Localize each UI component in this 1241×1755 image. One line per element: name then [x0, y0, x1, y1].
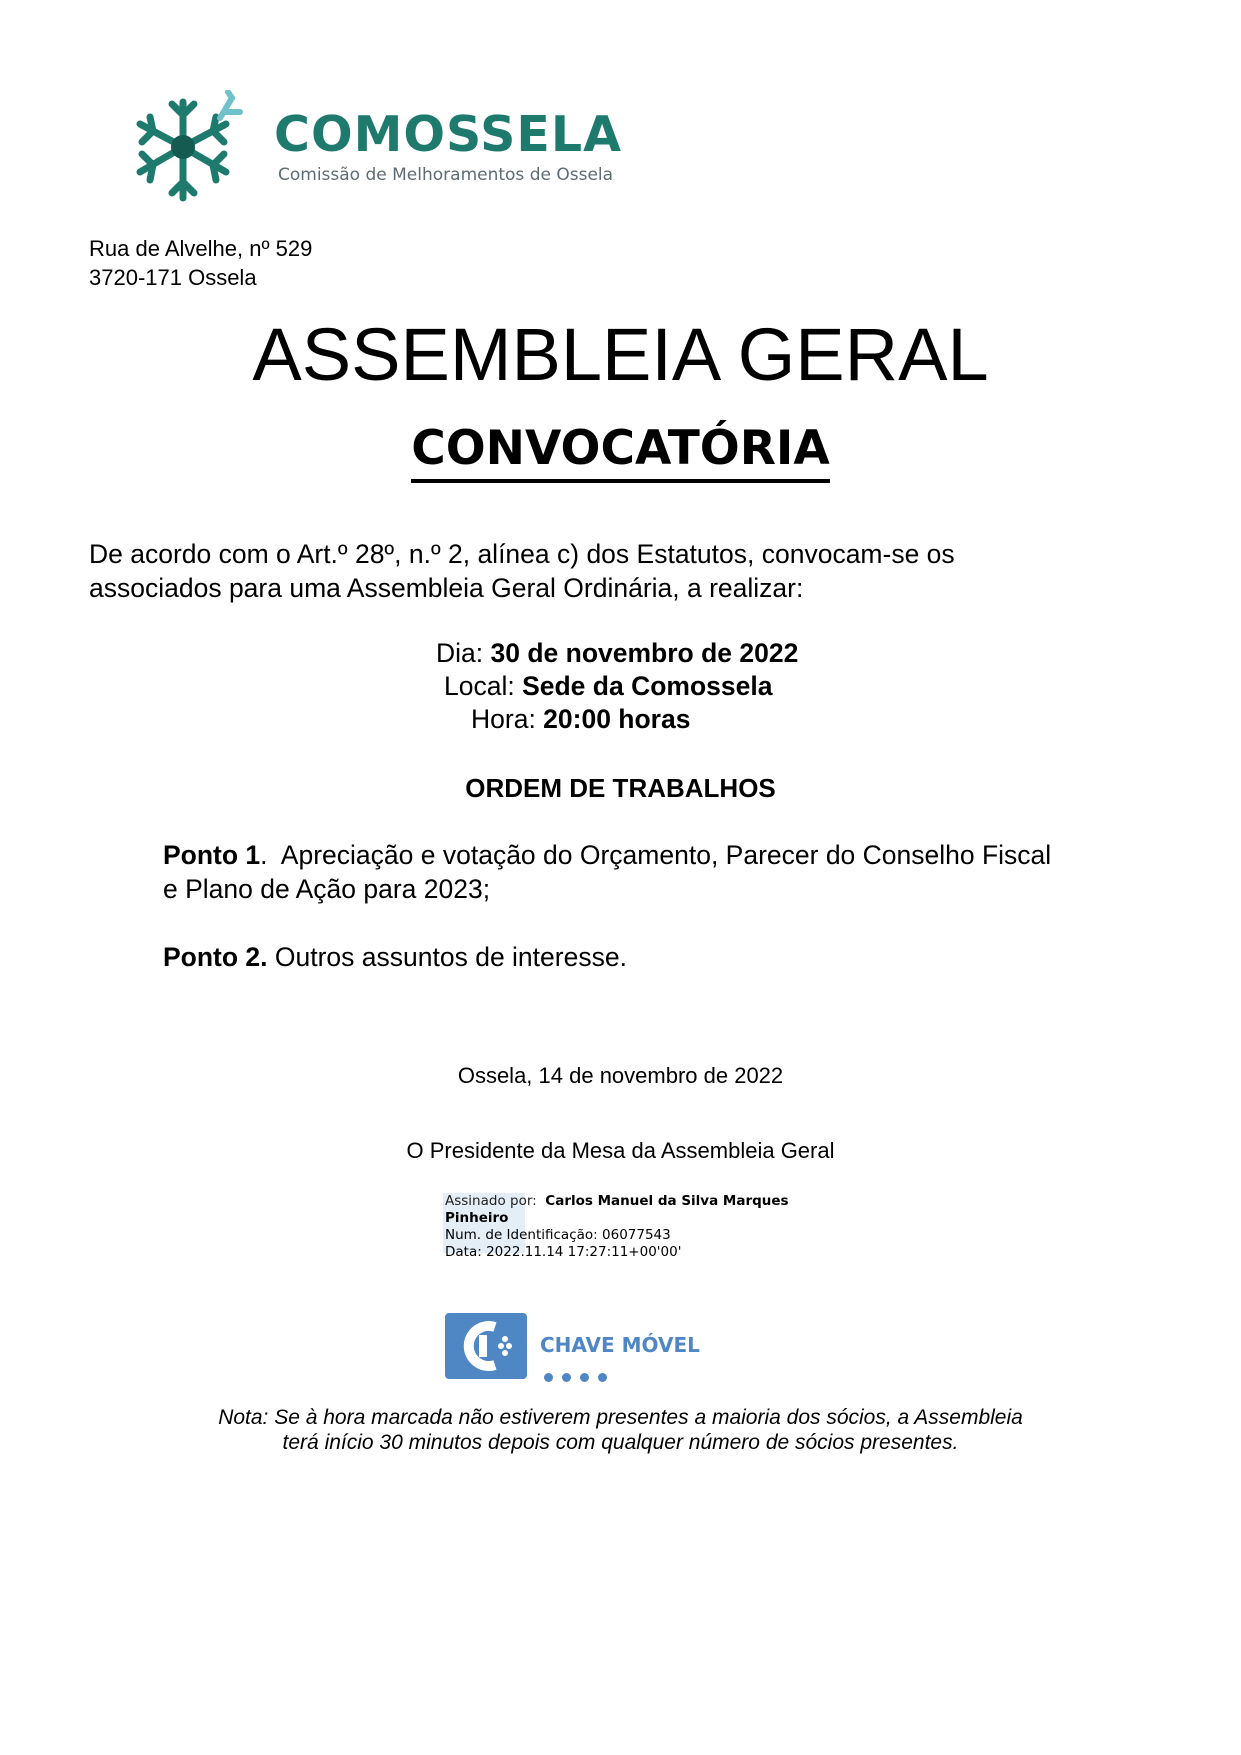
meeting-place-value: Sede da Comossela — [522, 671, 773, 701]
intro-paragraph — [89, 537, 1169, 605]
meeting-place — [444, 673, 772, 700]
chave-movel-text: CHAVE MÓVEL — [540, 1333, 700, 1357]
address-line-1: Rua de Alvelhe, nº 529 — [89, 236, 313, 261]
meeting-day-value: 30 de novembro de 2022 — [490, 638, 799, 668]
address-line-2: 3720-171 Ossela — [89, 265, 257, 290]
meeting-time-value: 20:00 horas — [543, 704, 691, 734]
signature-date — [445, 1244, 789, 1261]
signed-by-label: Assinado por: — [445, 1193, 537, 1209]
signatory-role: O Presidente da Mesa da Assembleia Geral — [406, 1138, 835, 1163]
signer-name-line-2: Pinheiro — [445, 1210, 509, 1226]
agenda-item-2-label: Ponto 2. — [163, 942, 268, 972]
meeting-time-label: Hora: — [471, 704, 544, 734]
intro-line-2: associados para uma Assembleia Geral Ordinária, a realizar: — [89, 573, 804, 603]
agenda-item-1-text: Apreciação e votação do Orçamento, Parecer do Conselho Fiscal — [267, 840, 1052, 870]
chave-movel-dots — [544, 1369, 616, 1387]
snowflake-tree-icon — [128, 90, 258, 205]
agenda-item-2-text: Outros assuntos de interesse. — [267, 942, 627, 972]
convocatoria-heading: CONVOCATÓRIA — [411, 423, 830, 483]
signature-signed-by — [445, 1193, 789, 1210]
document-title: ASSEMBLEIA GERAL — [252, 313, 989, 396]
agenda-item-1 — [163, 838, 1051, 906]
org-subtitle: Comissão de Melhoramentos de Ossela — [278, 165, 614, 185]
signature-id — [445, 1227, 789, 1244]
org-name: COMOSSELA — [274, 106, 623, 163]
id-value: 06077543 — [602, 1227, 671, 1243]
agenda-heading: ORDEM DE TRABALHOS — [465, 773, 776, 803]
id-label: Num. de Identificação: — [445, 1227, 598, 1243]
agenda-item-1-line-1 — [163, 838, 1051, 872]
signer-name-line-1: Carlos Manuel da Silva Marques — [545, 1193, 789, 1209]
footnote — [0, 1405, 1241, 1455]
chave-movel-icon — [445, 1313, 527, 1379]
document-subtitle — [0, 423, 1241, 483]
meeting-place-label: Local: — [444, 671, 523, 701]
meeting-day-label: Dia: — [436, 638, 491, 668]
intro-line-1: De acordo com o Art.º 28º, n.º 2, alínea c) dos Estatutos, convocam-se os — [89, 539, 955, 569]
footnote-line-1: Nota: Se à hora marcada não estiverem presentes a maioria dos sócios, a Assembleia — [218, 1406, 1023, 1429]
meeting-time — [471, 706, 690, 733]
meeting-day — [436, 640, 798, 667]
agenda-item-1-label: Ponto 1 — [163, 840, 261, 870]
org-logo — [128, 90, 648, 210]
digital-signature — [445, 1193, 789, 1261]
date-value: 2022.11.14 17:27:11+00'00' — [486, 1244, 682, 1260]
chave-movel-logo — [445, 1313, 700, 1385]
agenda-item-2 — [163, 940, 627, 974]
agenda-item-1-line-2: e Plano de Ação para 2023; — [163, 874, 491, 904]
place-date: Ossela, 14 de novembro de 2022 — [457, 1063, 784, 1088]
chave-movel-badge — [445, 1313, 527, 1379]
agenda-item-1-punct: . — [260, 840, 268, 870]
date-label: Data: — [445, 1244, 482, 1260]
footnote-line-2: terá início 30 minutos depois com qualquer número de sócios presentes. — [282, 1431, 959, 1454]
signature-name-cont — [445, 1210, 789, 1227]
